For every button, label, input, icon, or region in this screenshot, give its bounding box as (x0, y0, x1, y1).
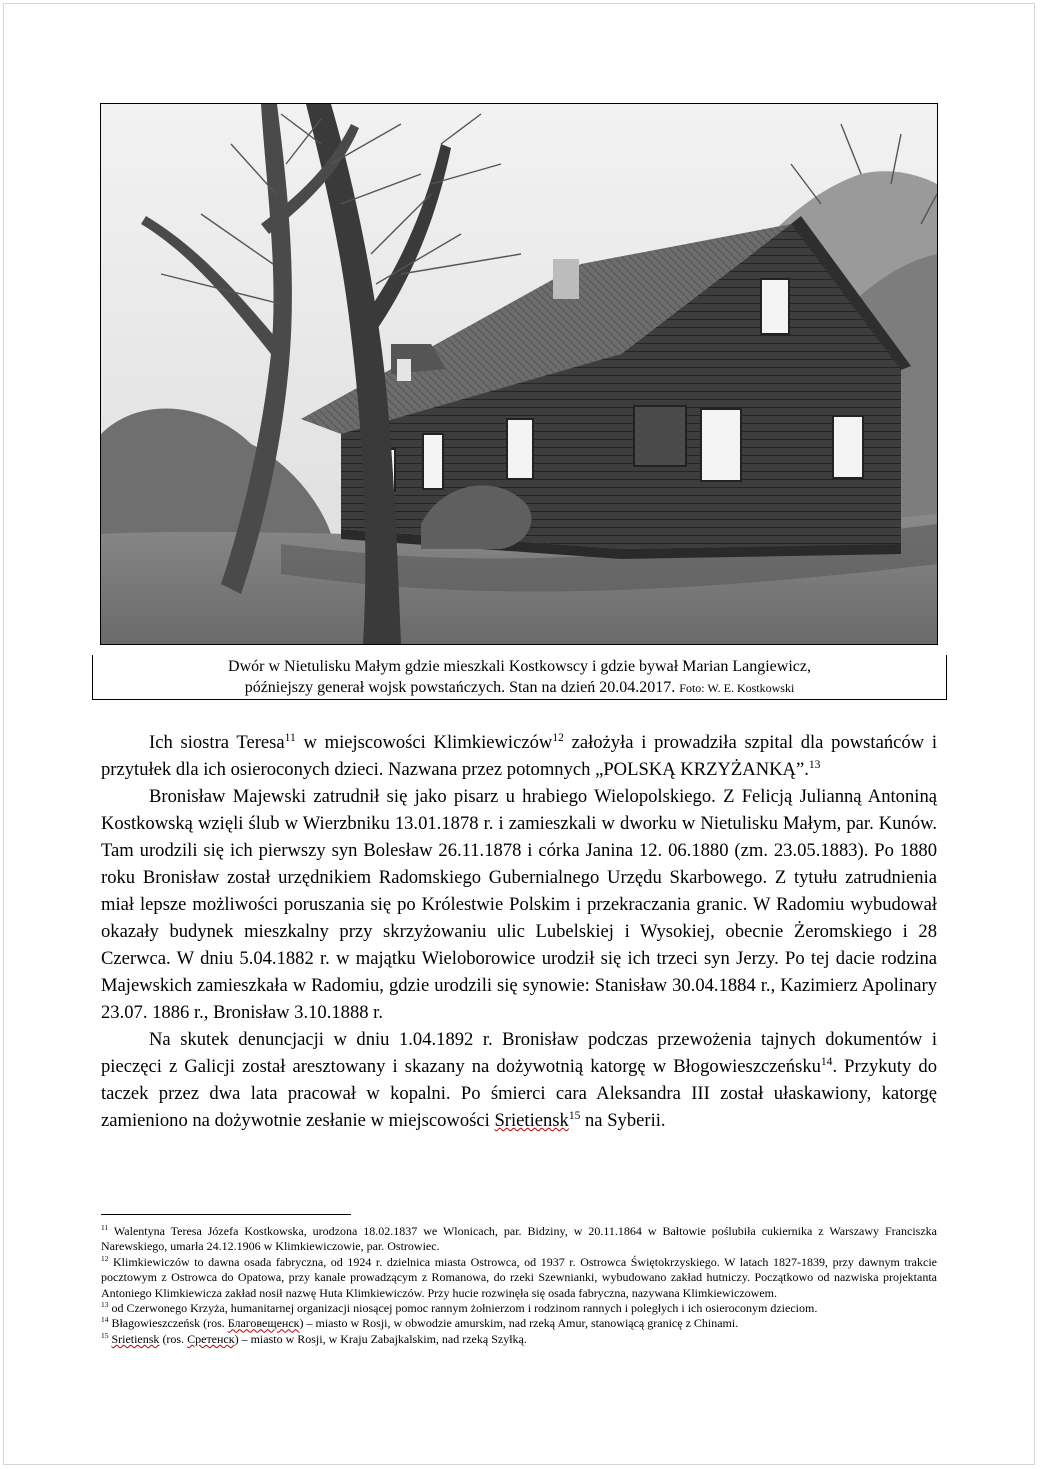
spellcheck-word-russian[interactable]: Благовещенск (227, 1316, 300, 1331)
footnote-text: ) – miasto w Rosji, w obwodzie amurskim, nad rzeką Amur, stanowiącą granicę z Chinami. (299, 1316, 739, 1331)
house-photo (100, 103, 938, 645)
p3-text-b: . Przykuty do taczek przez dwa lata pracował w kopalni. Po śmierci cara Aleksandra III został ułaskawiony, katorgę zamieniono na dożywotnie zesłanie w miejscowości (101, 1056, 938, 1131)
p3-text-a: Na skutek denuncjacji w dniu 1.04.1892 r. Bronisław podczas przewożenia tajnych dokumentów i pieczęci z Galicji został aresztowany i skazany na dożywotnią katorgę w Błogowieszczeńsku (101, 1029, 937, 1077)
footnote-text: Walentyna Teresa Józefa Kostkowska, urodzona 18.02.1837 we Wlonicach, par. Bidziny, w 20.11.1864 w Bałtowie poślubiła cukiernika z Warszawy Franciszka Narewskiego, umarła 24.12.1906 w Klimkiewiczowie, par. Ostrowiec. (101, 1224, 937, 1254)
spellcheck-word-srietiensk[interactable]: Srietiensk (111, 1331, 160, 1346)
footnote-14 (101, 1316, 937, 1331)
photo-caption (92, 655, 947, 700)
spellcheck-word-srietiensk[interactable]: Srietiensk (494, 1110, 569, 1131)
footnote-11 (101, 1224, 937, 1255)
footnote-number: 11 (101, 1223, 109, 1232)
footnote-ref-13[interactable]: 13 (808, 758, 821, 771)
footnote-separator (101, 1214, 351, 1215)
caption-line-2-text: późniejszy generał wojsk powstańczych. Stan na dzień 20.04.2017. (244, 679, 676, 696)
footnote-text: (ros. (159, 1331, 188, 1346)
footnote-ref-12[interactable]: 12 (552, 731, 564, 744)
footnote-number: 15 (101, 1330, 109, 1340)
footnote-13 (101, 1301, 937, 1316)
footnote-ref-15[interactable]: 15 (568, 1109, 581, 1122)
footnote-ref-14[interactable]: 14 (820, 1055, 833, 1068)
footnotes (101, 1224, 937, 1347)
footnote-number: 12 (101, 1253, 109, 1263)
footnote-text: Błagowieszczeńsk (ros. (108, 1316, 228, 1331)
footnote-text: Klimkiewiczów to dawna osada fabryczna, od 1924 r. dzielnica miasta Ostrowca, od 1937 r. Ostrowca Świętokrzyskiego. W latach 1827-1839, przy dawnym trakcie pocztowym z Ostrowca do Opatowa, przy kanale prowadzącym z Romanowa, do rzeki Szewnianki, wybudowano zakład hutniczy. Początkowo od nazwiska projektanta Antoniego Klimkiewicza zakład nosił nazwę Huta Klimkiewiczów. Przy hucie rozwinęła się osada fabryczna, nazywana Klimkiewiczowem. (101, 1254, 937, 1300)
caption-line-2 (93, 677, 946, 699)
body-text (101, 729, 937, 1134)
paragraph-3 (101, 1026, 937, 1134)
footnote-number: 13 (101, 1300, 109, 1310)
p1-text-b: w miejscowości Klimkiewiczów (295, 732, 553, 753)
footnote-12 (101, 1255, 937, 1301)
footnote-ref-11[interactable]: 11 (284, 731, 296, 744)
house-photo-drawing (101, 104, 937, 644)
footnote-number: 14 (101, 1315, 109, 1325)
p1-text-c: założyła i prowadziła szpital dla powstańców i przytułek dla ich osieroconych dzieci. Nazwana przez potomnych „POLSKĄ KRZYŻANKĄ”. (101, 732, 937, 780)
footnote-text: od Czerwonego Krzyża, humanitarnej organizacji niosącej pomoc rannym żołnierzom i rodzinom rannych i poległych i ich osieroconym dzieciom. (108, 1301, 818, 1316)
footnote-15 (101, 1332, 937, 1347)
p3-text-c: na Syberii. (580, 1110, 666, 1131)
spellcheck-word-russian[interactable]: Сретенск (187, 1331, 235, 1346)
p1-text-a: Ich siostra Teresa (149, 732, 285, 753)
caption-line-1: Dwór w Nietulisku Małym gdzie mieszkali Kostkowscy i gdzie bywał Marian Langiewicz, (228, 658, 811, 675)
footnote-text: ) – miasto w Rosji, w Kraju Zabajkalskim, nad rzeką Szyłką. (234, 1331, 527, 1346)
photo-credit: Foto: W. E. Kostkowski (679, 681, 795, 695)
paragraph-2: Bronisław Majewski zatrudnił się jako pisarz u hrabiego Wielopolskiego. Z Felicją Julianną Antoniną Kostkowską wzięli ślub w Wierzbniku 13.01.1878 r. i zamieszkali w dworku w Nietulisku Małym, par. Kunów. Tam urodzili się ich pierwszy syn Bolesław 26.11.1878 i córka Janina 12. 06.1880 (zm. 23.05.1883). Po 1880 roku Bronisław został urzędnikiem Radomskiego Gubernialnego Urzędu Skarbowego. Z tytułu zatrudnienia miał lepsze możliwości poruszania się po Królestwie Polskim i przekraczania granic. W Radomiu wybudował okazały budynek mieszkalny przy skrzyżowaniu ulic Lubelskiej i Wysokiej, obecnie Żeromskiego i 28 Czerwca. W dniu 5.04.1882 r. w majątku Wieloborowice urodził się ich trzeci syn Jerzy. Po tej dacie rodzina Majewskich zamieszkała w Radomiu, gdzie urodzili się synowie: Stanisław 30.04.1884 r., Kazimierz Apolinary 23.07. 1886 r., Bronisław 3.10.1888 r. (101, 786, 937, 1023)
paragraph-1 (101, 729, 937, 783)
